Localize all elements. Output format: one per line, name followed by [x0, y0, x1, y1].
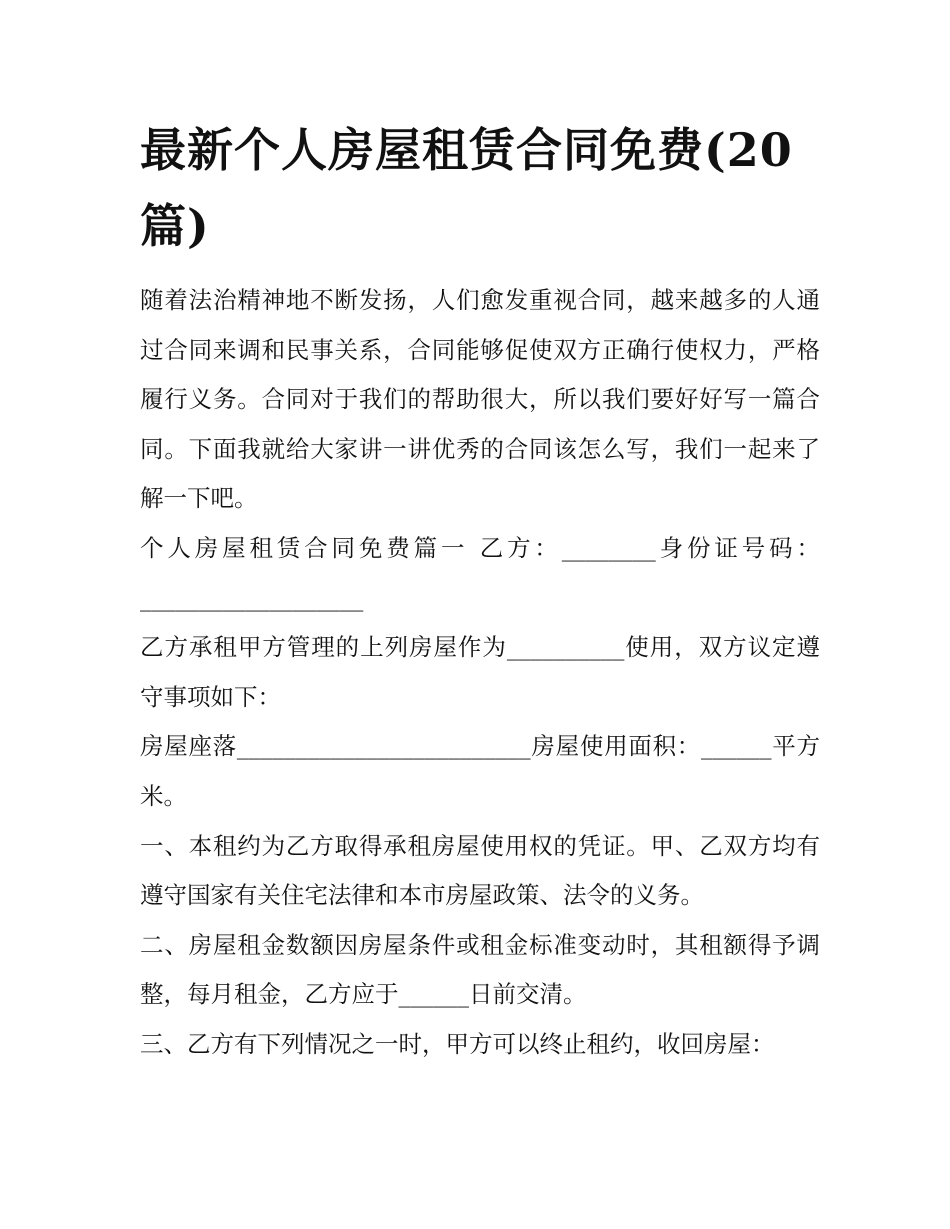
document-title: 最新个人房屋租赁合同免费(20篇) [140, 123, 793, 253]
document-body [140, 276, 820, 1070]
usage-paragraph: 乙方承租甲方管理的上列房屋作为__________使用，双方议定遵守事项如下： [140, 633, 820, 711]
clause-two-paragraph: 二、房屋租金数额因房屋条件或租金标准变动时，其租额得予调整，每月租金，乙方应于______日前交清。 [140, 930, 820, 1009]
intro-paragraph: 随着法治精神地不断发扬，人们愈发重视合同，越来越多的人通过合同来调和民事关系，合同能够促使双方正确行使权力，严格履行义务。合同对于我们的帮助很大，所以我们要好好写一篇合同。下面我就给大家讲一讲优秀的合同该怎么写，我们一起来了解一下吧。 [140, 286, 820, 513]
contract-heading-paragraph: 个人房屋租赁合同免费篇一 乙方：________身份证号码：___________________ [140, 533, 820, 612]
location-area-paragraph: 房屋座落_________________________房屋使用面积：______平方米。 [140, 732, 820, 810]
clause-three-paragraph: 三、乙方有下列情况之一时，甲方可以终止租约，收回房屋： [140, 1029, 775, 1058]
clause-one-paragraph: 一、本租约为乙方取得承租房屋使用权的凭证。甲、乙双方均有遵守国家有关住宅法律和本市房屋政策、法令的义务。 [140, 831, 820, 910]
